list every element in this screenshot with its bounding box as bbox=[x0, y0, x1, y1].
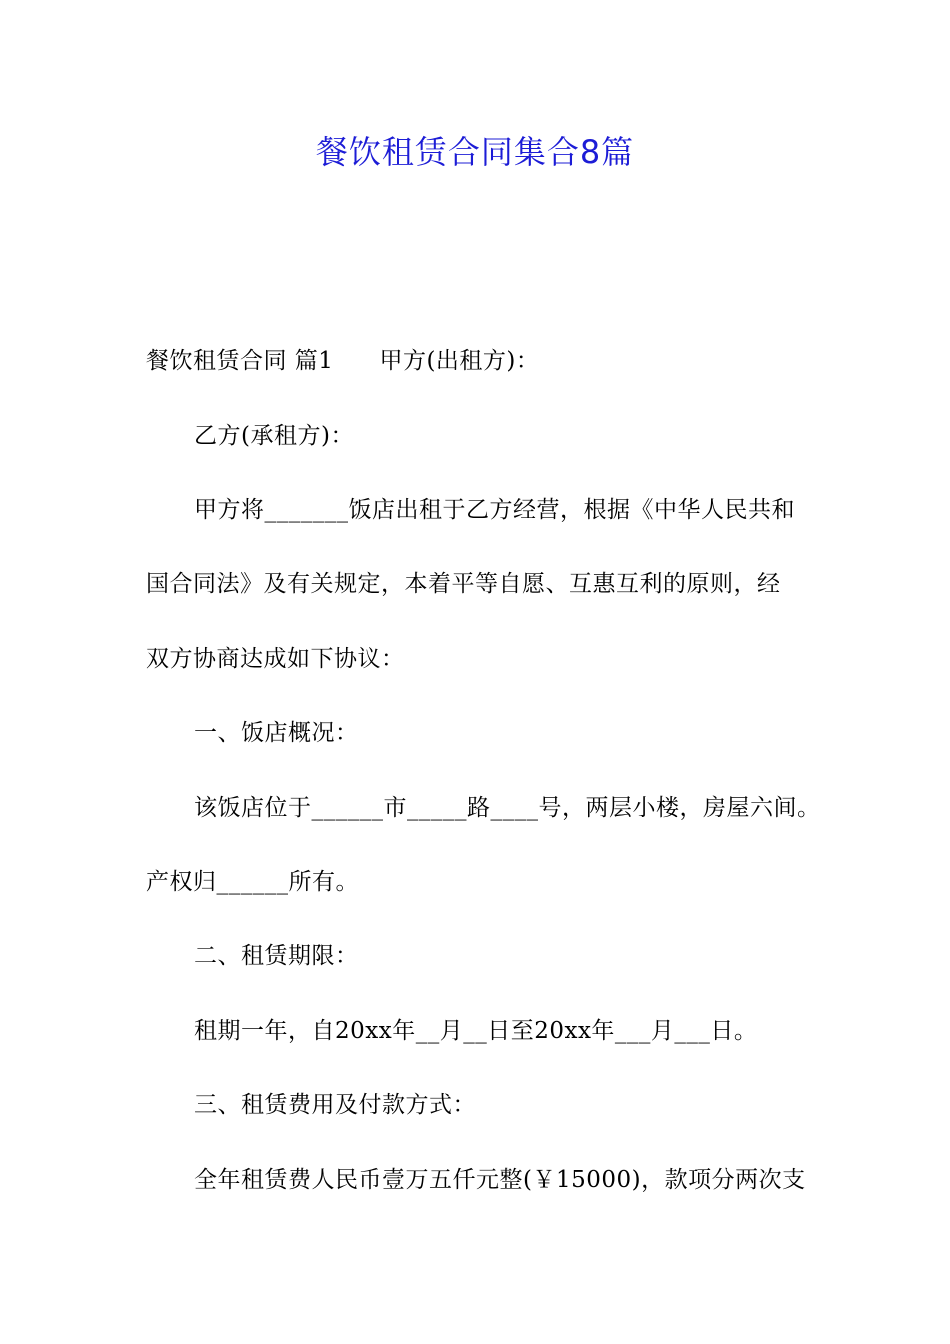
document-title: 餐饮租赁合同集合8篇 bbox=[315, 133, 635, 171]
paragraph-line: 国合同法》及有关规定，本着平等自愿、互惠互利的原则，经 bbox=[146, 571, 781, 597]
section-heading: 一、饭店概况： bbox=[194, 720, 359, 746]
contract-heading-line bbox=[146, 343, 539, 379]
paragraph-line: 甲方将_______饭店出租于乙方经营，根据《中华人民共和 bbox=[194, 497, 795, 523]
contract-heading: 餐饮租赁合同 篇1 bbox=[146, 348, 334, 374]
paragraph-line: 租期一年，自20xx年__月__日至20xx年___月___日。 bbox=[194, 1018, 758, 1044]
party-b-label: 乙方(承租方)： bbox=[194, 423, 354, 449]
paragraph-line: 该饭店位于______市_____路____号，两层小楼，房屋六间。 bbox=[194, 795, 821, 821]
section-heading: 二、租赁期限： bbox=[194, 943, 359, 969]
party-a-label: 甲方(出租方)： bbox=[379, 348, 540, 374]
paragraph-line: 产权归______所有。 bbox=[146, 869, 359, 895]
paragraph-line: 双方协商达成如下协议： bbox=[146, 646, 405, 672]
section-heading: 三、租赁费用及付款方式： bbox=[194, 1092, 476, 1118]
paragraph-line: 全年租赁费人民币壹万五仟元整(￥15000)，款项分两次支 bbox=[194, 1167, 806, 1193]
